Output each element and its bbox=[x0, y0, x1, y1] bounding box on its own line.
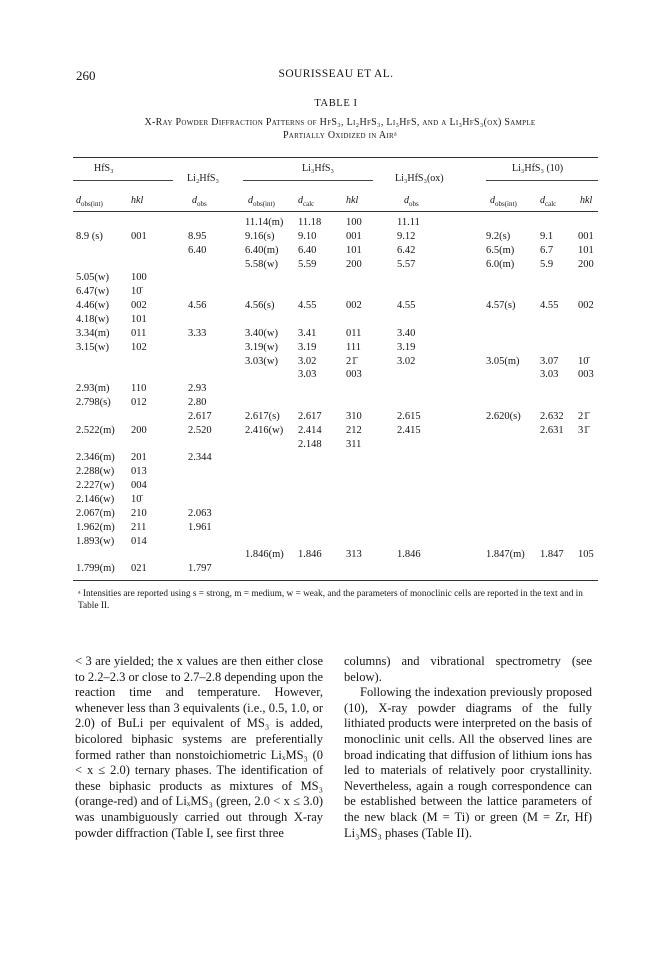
table-cell-hfs3-hkl: 210 bbox=[131, 507, 147, 519]
table-cell-li3-hkl: 002 bbox=[346, 300, 362, 312]
table-cell-li3-dcalc: 3.19 bbox=[298, 341, 317, 353]
table-cell-ten-hkl: 21̄ bbox=[578, 410, 589, 422]
table-cell-ten-dcalc: 1.847 bbox=[540, 549, 564, 561]
table-cell-hfs3-dobs: 2.93(m) bbox=[76, 383, 110, 395]
table-caption-line-1: X-Ray Powder Diffraction Patterns of HfS₃, Li₂HfS₃, Li₃HfS, and a Li₃HfS₃(ox) Sample bbox=[144, 117, 536, 128]
table-cell-hfs3-hkl: 101 bbox=[131, 313, 147, 325]
table-caption-line-2: Partially Oxidized in Airᵃ bbox=[282, 130, 398, 141]
table-cell-hfs3-dobs: 4.18(w) bbox=[76, 313, 109, 325]
table-cell-li2-dobs: 2.344 bbox=[188, 452, 212, 464]
table-cell-ten-dcalc: 6.7 bbox=[540, 244, 554, 256]
table-cell-ox-dobs: 3.02 bbox=[397, 355, 416, 367]
col-header-ten-dcalc: $d_{calc}$ bbox=[540, 195, 557, 208]
group-header-li2hfs3: Li₂HfS₃ bbox=[187, 173, 219, 184]
table-cell-ten-hkl: 101 bbox=[578, 244, 594, 256]
table-cell-li2-dobs: 6.40 bbox=[188, 244, 207, 256]
table-cell-hfs3-hkl: 011 bbox=[131, 327, 147, 339]
table-cell-ten-dobs: 4.57(s) bbox=[486, 300, 516, 312]
table-cell-li3-hkl: 310 bbox=[346, 410, 362, 422]
table-cell-li3-dcalc: 2.148 bbox=[298, 438, 322, 450]
table-label: TABLE I bbox=[314, 98, 358, 109]
table-cell-li3-dcalc: 4.55 bbox=[298, 300, 317, 312]
table-cell-ten-dcalc: 3.07 bbox=[540, 355, 559, 367]
table-cell-hfs3-hkl: 014 bbox=[131, 535, 147, 547]
group-rule-li3hfs3-10 bbox=[486, 180, 598, 181]
table-cell-hfs3-dobs: 1.893(w) bbox=[76, 535, 115, 547]
table-cell-li2-dobs: 3.33 bbox=[188, 327, 207, 339]
body-column-left bbox=[75, 654, 323, 841]
table-cell-hfs3-hkl: 211 bbox=[131, 521, 147, 533]
table-cell-li3-hkl: 111 bbox=[346, 341, 361, 353]
table-cell-ox-dobs: 4.55 bbox=[397, 300, 416, 312]
table-cell-li3-dobs: 2.416(w) bbox=[245, 424, 284, 436]
table-cell-li3-dcalc: 9.10 bbox=[298, 230, 317, 242]
table-header-rule bbox=[73, 211, 598, 212]
table-cell-ten-dobs: 1.847(m) bbox=[486, 549, 525, 561]
table-cell-li3-dobs: 6.40(m) bbox=[245, 244, 279, 256]
table-cell-li3-dcalc: 2.414 bbox=[298, 424, 322, 436]
table-cell-li2-dobs: 1.797 bbox=[188, 563, 212, 575]
table-cell-hfs3-dobs: 2.288(w) bbox=[76, 466, 115, 478]
running-head: SOURISSEAU ET AL. bbox=[278, 68, 394, 80]
table-cell-ten-dobs: 9.2(s) bbox=[486, 230, 511, 242]
table-cell-ten-dcalc: 2.632 bbox=[540, 410, 564, 422]
table-cell-ten-dcalc: 5.9 bbox=[540, 258, 554, 270]
table-cell-hfs3-dobs: 3.34(m) bbox=[76, 327, 110, 339]
col-header-li3-dcalc: $d_{calc}$ bbox=[298, 195, 315, 208]
table-cell-li3-dcalc: 11.18 bbox=[298, 217, 322, 228]
table-cell-ox-dobs: 3.40 bbox=[397, 327, 416, 339]
col-header-hfs3-dobs: $d_{obs(int)}$ bbox=[76, 195, 103, 208]
table-cell-hfs3-dobs: 2.522(m) bbox=[76, 424, 115, 436]
table-cell-hfs3-dobs: 6.47(w) bbox=[76, 286, 109, 298]
paragraph-right-1: columns) and vibrational spectrometry (see below). bbox=[344, 654, 592, 684]
table-cell-hfs3-hkl: 012 bbox=[131, 397, 147, 409]
table-cell-hfs3-dobs: 3.15(w) bbox=[76, 341, 109, 353]
table-cell-hfs3-hkl: 201 bbox=[131, 452, 147, 464]
table-caption bbox=[100, 116, 580, 142]
table-cell-ten-hkl: 003 bbox=[578, 369, 594, 381]
table-cell-ten-hkl: 10̄ bbox=[578, 355, 589, 367]
table-cell-hfs3-dobs: 8.9 (s) bbox=[76, 230, 103, 242]
table-cell-ten-hkl: 31̄ bbox=[578, 424, 589, 436]
table-cell-li3-dcalc: 1.846 bbox=[298, 549, 322, 561]
table-cell-li2-dobs: 2.617 bbox=[188, 410, 212, 422]
col-header-li2-dobs: $d_{obs}$ bbox=[192, 195, 207, 208]
table-cell-hfs3-hkl: 10̄ bbox=[131, 286, 142, 298]
table-cell-hfs3-hkl: 001 bbox=[131, 230, 147, 242]
table-cell-hfs3-dobs: 2.227(w) bbox=[76, 480, 115, 492]
table-cell-li3-dcalc: 3.41 bbox=[298, 327, 317, 339]
table-cell-hfs3-hkl: 102 bbox=[131, 341, 147, 353]
table-cell-li3-dobs: 3.40(w) bbox=[245, 327, 278, 339]
table-cell-li3-hkl: 200 bbox=[346, 258, 362, 270]
table-cell-li3-dobs: 1.846(m) bbox=[245, 549, 284, 561]
group-rule-hfs3 bbox=[73, 180, 173, 181]
table-cell-li3-hkl: 311 bbox=[346, 438, 362, 450]
table-cell-li3-dcalc: 2.617 bbox=[298, 410, 322, 422]
table-cell-li2-dobs: 2.80 bbox=[188, 397, 207, 409]
table-cell-hfs3-hkl: 100 bbox=[131, 272, 147, 284]
col-header-ox-dobs: $d_{obs}$ bbox=[404, 195, 419, 208]
table-cell-hfs3-hkl: 10̄ bbox=[131, 494, 142, 505]
table-cell-ten-dcalc: 2.631 bbox=[540, 424, 564, 436]
table-cell-hfs3-hkl: 110 bbox=[131, 383, 147, 395]
table-cell-hfs3-dobs: 1.962(m) bbox=[76, 521, 115, 533]
table-bottom-rule bbox=[73, 580, 598, 581]
table-cell-ten-dcalc: 3.03 bbox=[540, 369, 559, 381]
paragraph-left: < 3 are yielded; the x values are then either close to 2.2–2.3 or close to 2.7–2.8 depending upon the reaction time and temperature. However, whenever less than 3 equivalents (i.e., 0.5, 1.0, or 2.0) of BuLi per equivalent of MS₃ is added, bicolored biphasic systems are preferentially formed rather than nonstoichiometric LiₓMS₃ (0 < x ≤ 2.0) ternary phases. The identification of these biphasic products as mixtures of MS₃ (orange-red) and of LiₓMS₃ (green, 2.0 < x ≤ 3.0) was unambiguously carried out through X-ray powder diffraction (Table I, see first three bbox=[75, 654, 323, 840]
col-header-ten-hkl: hkl bbox=[580, 195, 593, 206]
table-cell-li2-dobs: 1.961 bbox=[188, 521, 212, 533]
table-cell-li2-dobs: 2.063 bbox=[188, 507, 212, 519]
table-cell-li3-dobs: 9.16(s) bbox=[245, 230, 275, 242]
col-header-hfs3-hkl: hkl bbox=[131, 195, 144, 206]
table-cell-ten-dcalc: 9.1 bbox=[540, 230, 554, 242]
table-cell-li2-dobs: 2.520 bbox=[188, 424, 212, 436]
table-cell-ox-dobs: 3.19 bbox=[397, 341, 416, 353]
table-cell-li3-dobs: 4.56(s) bbox=[245, 300, 275, 312]
table-cell-li3-dcalc: 5.59 bbox=[298, 258, 317, 270]
table-cell-ten-hkl: 105 bbox=[578, 549, 594, 561]
table-cell-hfs3-dobs: 5.05(w) bbox=[76, 272, 109, 284]
table-cell-hfs3-hkl: 021 bbox=[131, 563, 147, 575]
table-cell-li3-dcalc: 6.40 bbox=[298, 244, 317, 256]
table-cell-li3-hkl: 100 bbox=[346, 217, 362, 228]
table-cell-hfs3-dobs: 2.798(s) bbox=[76, 397, 111, 409]
table-cell-ten-dobs: 3.05(m) bbox=[486, 355, 520, 367]
group-header-hfs3: HfS₃ bbox=[94, 163, 114, 174]
table-cell-ten-dobs: 6.5(m) bbox=[486, 244, 515, 256]
table-cell-ox-dobs: 2.615 bbox=[397, 410, 421, 422]
group-header-li3hfs3-ox: Li₃HfS₃(ox) bbox=[395, 173, 444, 184]
table-cell-li3-dobs: 3.03(w) bbox=[245, 355, 278, 367]
body-column-right bbox=[344, 654, 592, 841]
table-cell-hfs3-dobs: 4.46(w) bbox=[76, 300, 109, 312]
table-cell-li3-hkl: 313 bbox=[346, 549, 362, 561]
table-cell-ox-dobs: 11.11 bbox=[397, 217, 420, 228]
table-cell-li3-dobs: 3.19(w) bbox=[245, 341, 278, 353]
table-cell-li3-hkl: 001 bbox=[346, 230, 362, 242]
table-cell-ten-hkl: 200 bbox=[578, 258, 594, 270]
table-cell-li2-dobs: 8.95 bbox=[188, 230, 207, 242]
table-cell-hfs3-dobs: 1.799(m) bbox=[76, 563, 115, 575]
table-cell-li2-dobs: 4.56 bbox=[188, 300, 207, 312]
table-cell-li3-hkl: 101 bbox=[346, 244, 362, 256]
col-header-li3-hkl: hkl bbox=[346, 195, 359, 206]
table-cell-li3-dcalc: 3.03 bbox=[298, 369, 317, 381]
group-header-li3hfs3: Li₃HfS₃ bbox=[302, 163, 334, 174]
table-cell-li3-dcalc: 3.02 bbox=[298, 355, 317, 367]
table-cell-li3-hkl: 212 bbox=[346, 424, 362, 436]
group-rule-li3hfs3 bbox=[243, 180, 373, 181]
table-cell-ox-dobs: 1.846 bbox=[397, 549, 421, 561]
table-cell-ten-dobs: 6.0(m) bbox=[486, 258, 515, 270]
table-cell-hfs3-hkl: 004 bbox=[131, 480, 147, 492]
table-cell-ten-hkl: 001 bbox=[578, 230, 594, 242]
table-cell-li3-hkl: 011 bbox=[346, 327, 362, 339]
table-cell-li3-dobs: 11.14(m) bbox=[245, 217, 284, 228]
table-cell-ten-hkl: 002 bbox=[578, 300, 594, 312]
col-header-ten-dobs: $d_{obs(int)}$ bbox=[490, 195, 517, 208]
col-header-li3-dobs: $d_{obs(int)}$ bbox=[248, 195, 275, 208]
table-footnote: ᵃ Intensities are reported using s = strong, m = medium, w = weak, and the parameters of monoclinic cells are reported in the text and in Table II. bbox=[78, 589, 583, 611]
table-cell-hfs3-hkl: 013 bbox=[131, 466, 147, 478]
table-cell-hfs3-dobs: 2.067(m) bbox=[76, 507, 115, 519]
table-cell-ten-dobs: 2.620(s) bbox=[486, 410, 521, 422]
group-header-li3hfs3-10: Li₃HfS₃ (10) bbox=[512, 163, 564, 174]
table-cell-li3-hkl: 21̄ bbox=[346, 355, 357, 367]
table-cell-hfs3-dobs: 2.346(m) bbox=[76, 452, 115, 464]
table-top-rule bbox=[73, 157, 598, 158]
table-cell-li3-hkl: 003 bbox=[346, 369, 362, 381]
table-cell-li3-dobs: 5.58(w) bbox=[245, 258, 278, 270]
table-cell-li3-dobs: 2.617(s) bbox=[245, 410, 280, 422]
table-cell-li2-dobs: 2.93 bbox=[188, 383, 207, 395]
paragraph-right-2: Following the indexation previously proposed (10), X-ray powder diagrams of the fully lithiated products were interpreted on the basis of monoclinic unit cells. All the observed lines are broad indicating that diffusion of lithium ions has led to materials of relatively poor crystallinity. Nevertheless, again a rough correspondence can be established between the lattice parameters of the new black (M = Ti) or green (M = Zr, Hf) Li₃MS₃ phases (Table II). bbox=[344, 685, 593, 840]
page-number: 260 bbox=[76, 68, 96, 83]
table-cell-ten-dcalc: 4.55 bbox=[540, 300, 559, 312]
table-cell-ox-dobs: 5.57 bbox=[397, 258, 416, 270]
table-cell-ox-dobs: 9.12 bbox=[397, 230, 416, 242]
table-cell-ox-dobs: 2.415 bbox=[397, 424, 421, 436]
table-cell-hfs3-dobs: 2.146(w) bbox=[76, 494, 115, 505]
table-cell-ox-dobs: 6.42 bbox=[397, 244, 416, 256]
table-cell-hfs3-hkl: 200 bbox=[131, 424, 147, 436]
table-cell-hfs3-hkl: 002 bbox=[131, 300, 147, 312]
